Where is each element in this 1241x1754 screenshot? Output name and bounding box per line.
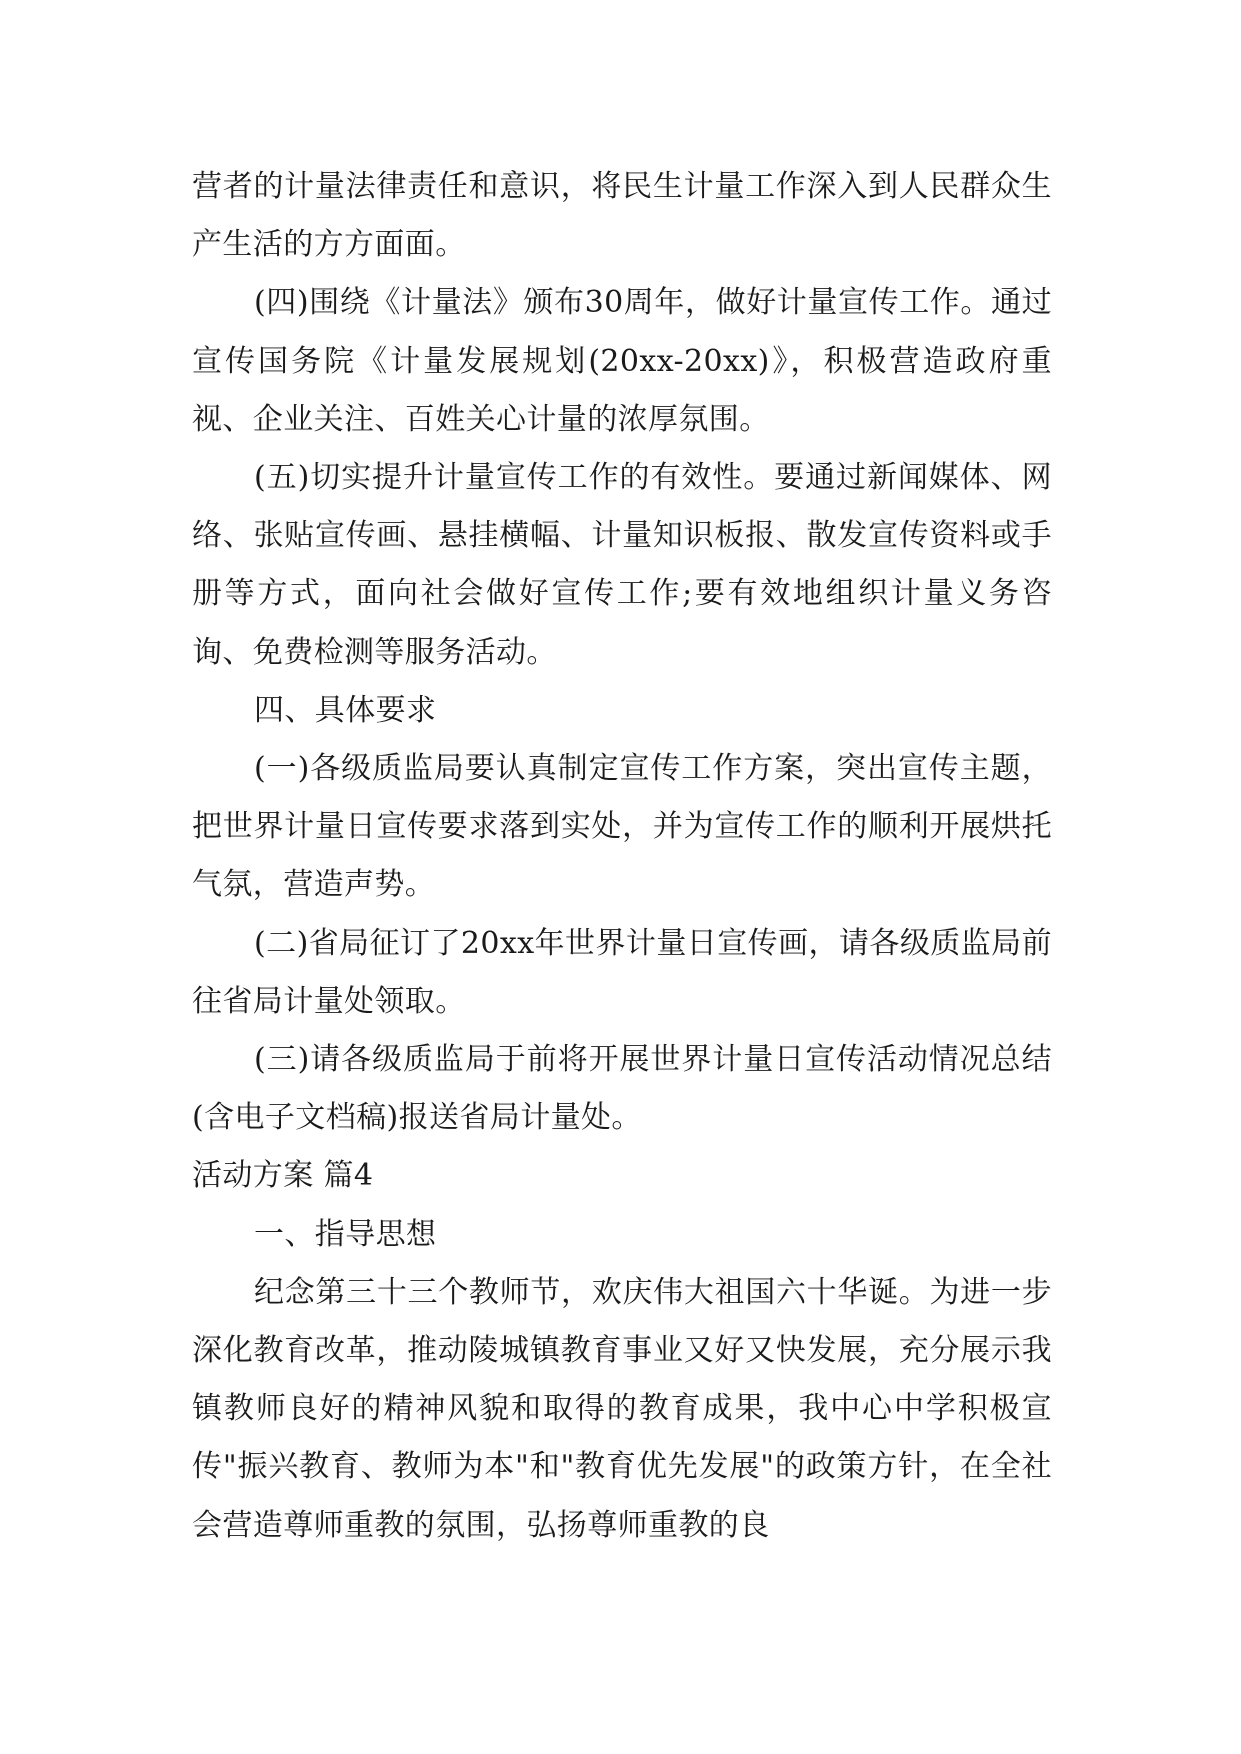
- paragraph-item-five: (五)切实提升计量宣传工作的有效性。要通过新闻媒体、网络、张贴宣传画、悬挂横幅、计量知识板报、散发宣传资料或手册等方式，面向社会做好宣传工作;要有效地组织计量义务咨询、免费检测等服务活动。: [192, 460, 1052, 670]
- chapter-title: 活动方案 篇4: [192, 1158, 374, 1194]
- paragraph-intro-continuation: 营者的计量法律责任和意识，将民生计量工作深入到人民群众生产生活的方方面面。: [192, 169, 1052, 263]
- section-heading-requirements: 四、具体要求: [254, 692, 437, 728]
- paragraph-requirement-three: (三)请各级质监局于前将开展世界计量日宣传活动情况总结(含电子文档稿)报送省局计量处。: [192, 1042, 1052, 1136]
- paragraph-item-four: (四)围绕《计量法》颁布30周年，做好计量宣传工作。通过宣传国务院《计量发展规划(20xx-20xx)》，积极营造政府重视、企业关注、百姓关心计量的浓厚氛围。: [192, 285, 1052, 437]
- section-heading-guiding-thought: 一、指导思想: [254, 1216, 437, 1252]
- paragraph-requirement-two: (二)省局征订了20xx年世界计量日宣传画，请各级质监局前往省局计量处领取。: [192, 925, 1052, 1019]
- document-body: [192, 158, 1052, 1555]
- paragraph-requirement-one: (一)各级质监局要认真制定宣传工作方案，突出宣传主题，把世界计量日宣传要求落到实处，并为宣传工作的顺利开展烘托气氛，营造声势。: [192, 751, 1052, 903]
- paragraph-guiding-thought: 纪念第三十三个教师节，欢庆伟大祖国六十华诞。为进一步深化教育改革，推动陵城镇教育事业又好又快发展，充分展示我镇教师良好的精神风貌和取得的教育成果，我中心中学积极宣传"振兴教育、教师为本"和"教育优先发展"的政策方针，在全社会营造尊师重教的氛围，弘扬尊师重教的良: [192, 1274, 1052, 1543]
